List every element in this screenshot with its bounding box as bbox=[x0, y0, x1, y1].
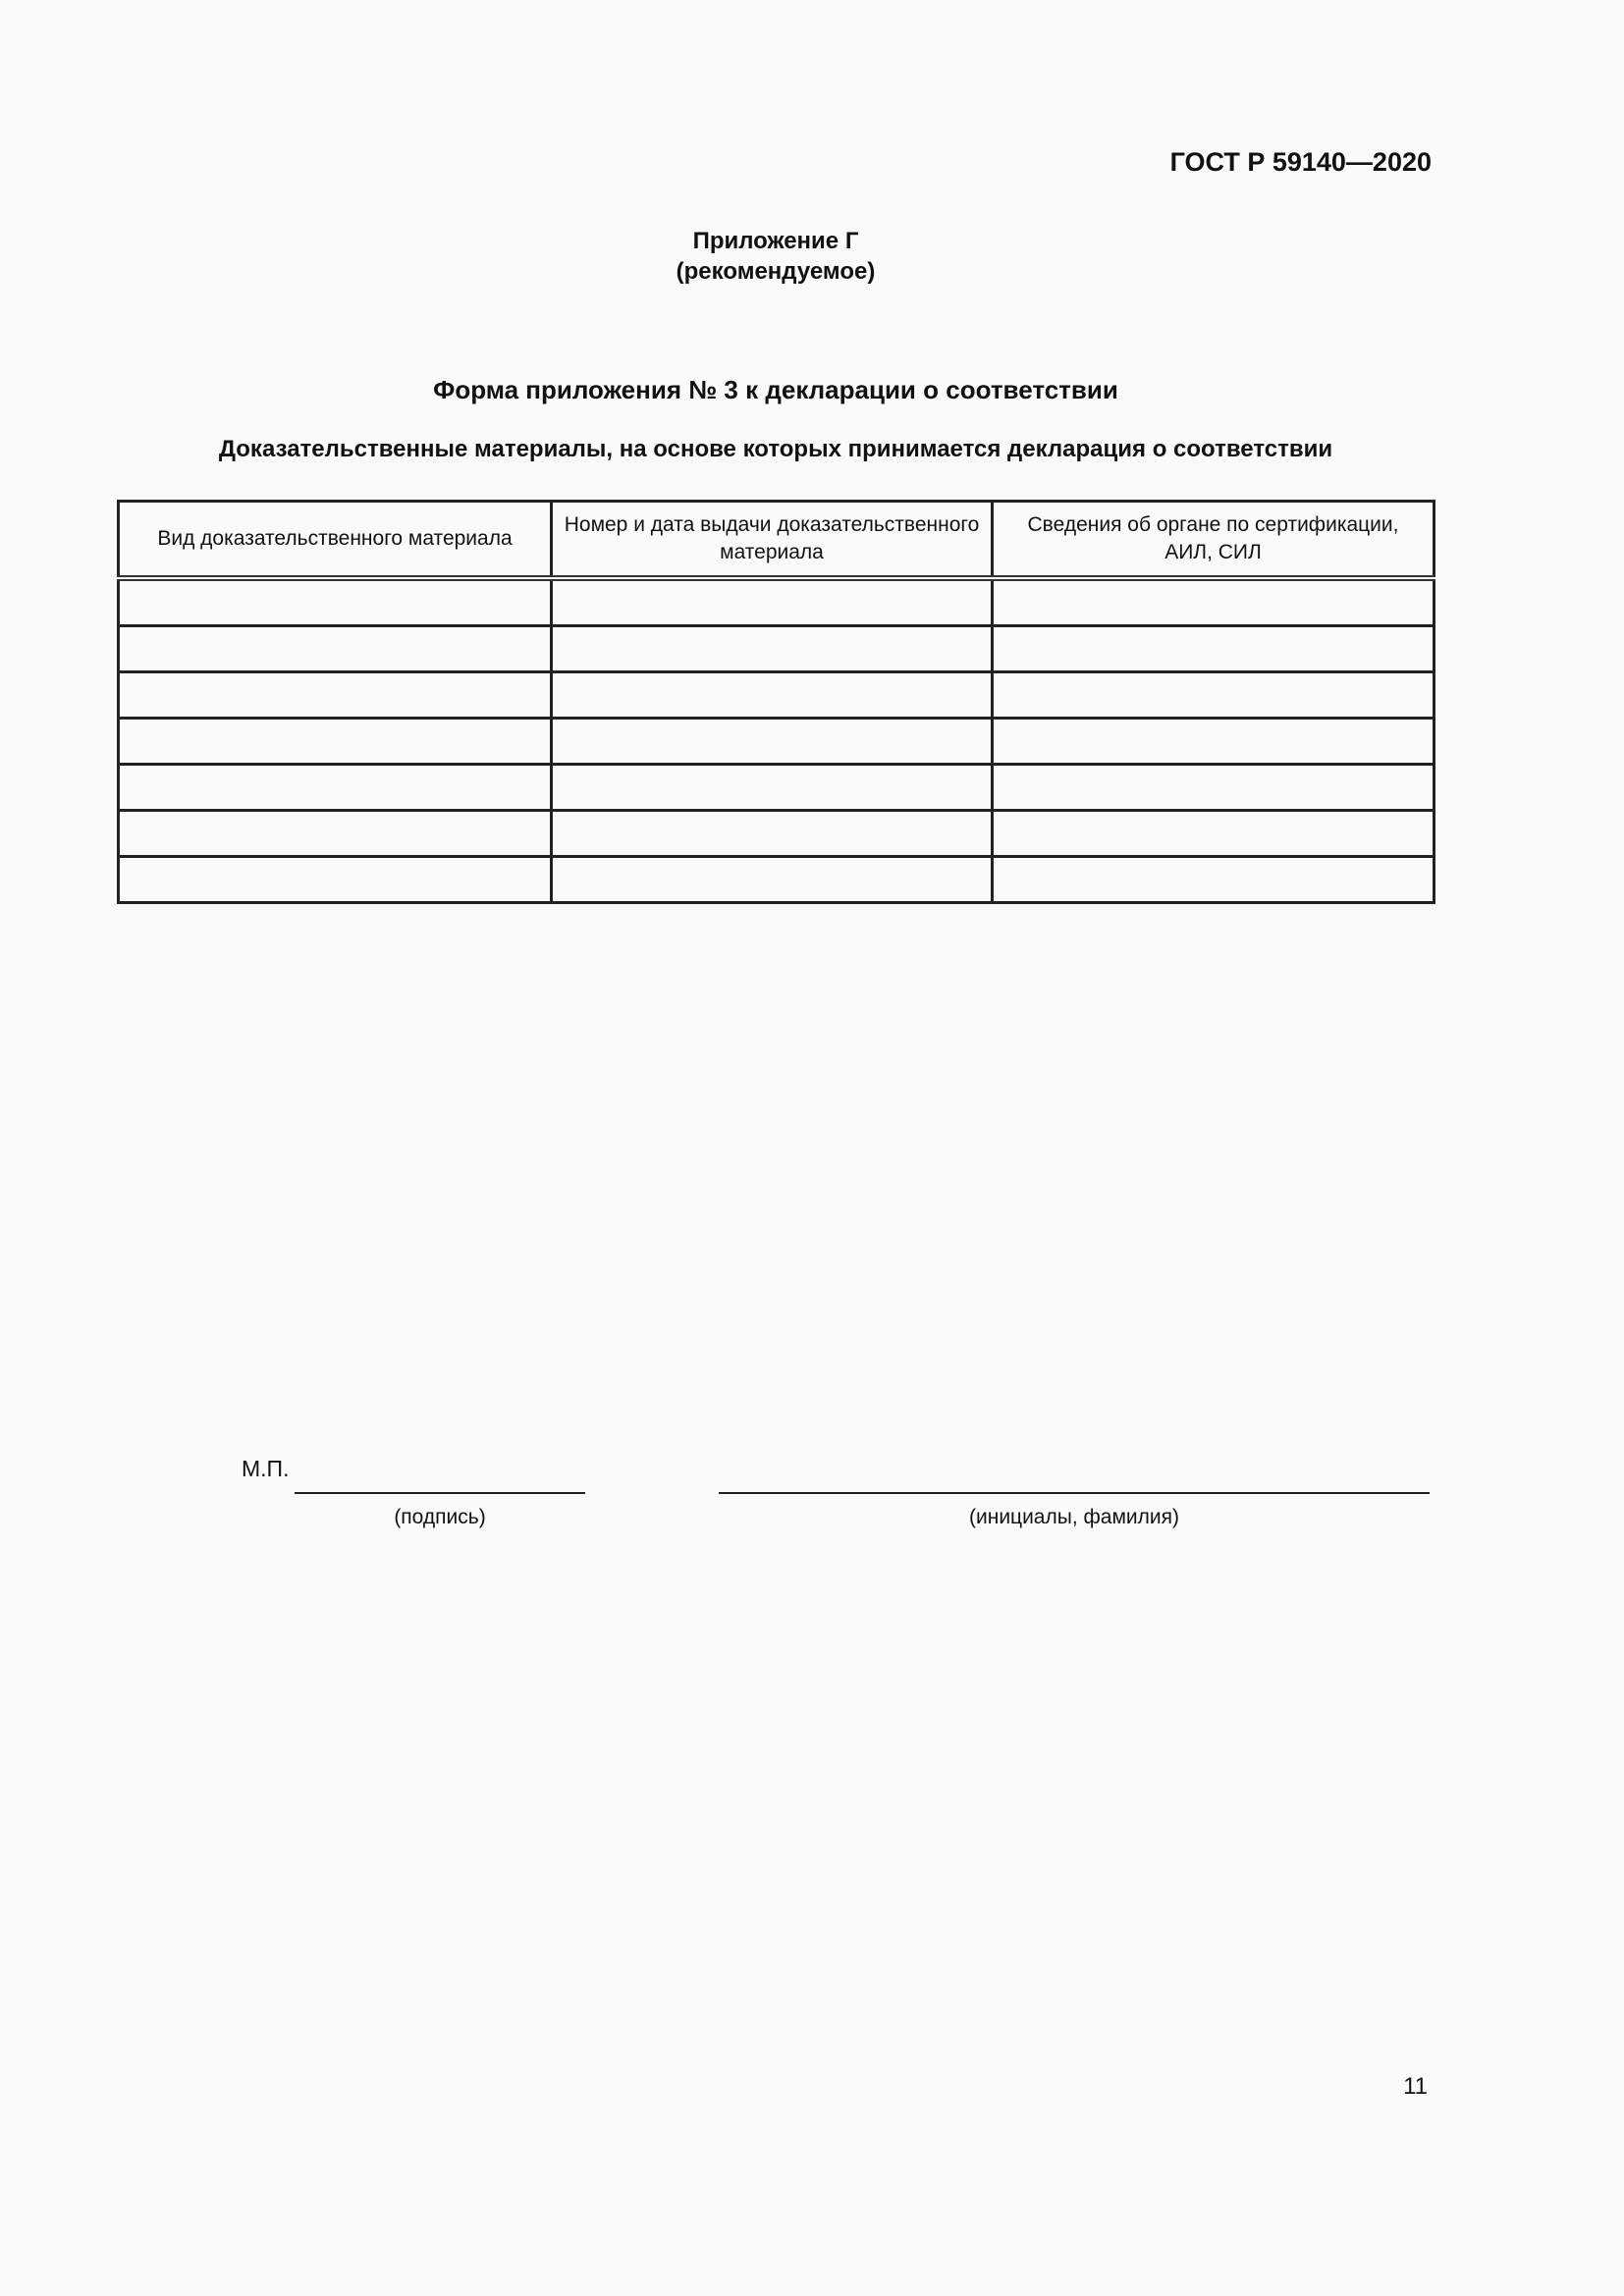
table-cell[interactable] bbox=[552, 578, 993, 626]
table-cell[interactable] bbox=[993, 857, 1435, 903]
table-cell[interactable] bbox=[993, 765, 1435, 811]
table-cell[interactable] bbox=[119, 765, 552, 811]
table-row bbox=[119, 765, 1435, 811]
page-number: 11 bbox=[1403, 2073, 1428, 2100]
table-header-row bbox=[119, 502, 1435, 579]
table-cell[interactable] bbox=[119, 578, 552, 626]
table-row bbox=[119, 857, 1435, 903]
table-cell[interactable] bbox=[119, 719, 552, 765]
name-line bbox=[719, 1492, 1430, 1494]
column-header-number-date: Номер и дата выдачи доказательственного материала bbox=[552, 502, 993, 579]
name-caption: (инициалы, фамилия) bbox=[969, 1506, 1179, 1528]
column-header-material-type: Вид доказательственного материала bbox=[119, 502, 552, 579]
table-cell[interactable] bbox=[119, 672, 552, 719]
table-cell[interactable] bbox=[993, 811, 1435, 857]
table-cell[interactable] bbox=[119, 857, 552, 903]
table-cell[interactable] bbox=[552, 857, 993, 903]
table-cell[interactable] bbox=[552, 672, 993, 719]
table-row bbox=[119, 672, 1435, 719]
stamp-label: М.П. bbox=[242, 1456, 290, 1481]
table-row bbox=[119, 578, 1435, 626]
appendix-heading bbox=[0, 226, 1551, 287]
table-row bbox=[119, 626, 1435, 672]
table-row bbox=[119, 811, 1435, 857]
table-cell[interactable] bbox=[552, 626, 993, 672]
appendix-status: (рекомендуемое) bbox=[676, 258, 876, 285]
table-cell[interactable] bbox=[993, 578, 1435, 626]
table-cell[interactable] bbox=[119, 626, 552, 672]
table-cell[interactable] bbox=[993, 672, 1435, 719]
appendix-title: Приложение Г bbox=[692, 228, 859, 254]
table-row bbox=[119, 719, 1435, 765]
table-body bbox=[119, 578, 1435, 903]
table-cell[interactable] bbox=[993, 626, 1435, 672]
standard-code: ГОСТ Р 59140—2020 bbox=[1169, 147, 1432, 177]
signature-caption: (подпись) bbox=[394, 1506, 486, 1528]
table-cell[interactable] bbox=[552, 765, 993, 811]
table-cell[interactable] bbox=[119, 811, 552, 857]
evidence-materials-table bbox=[117, 500, 1435, 904]
table-cell[interactable] bbox=[552, 811, 993, 857]
signature-line bbox=[295, 1492, 585, 1494]
table-cell[interactable] bbox=[552, 719, 993, 765]
table-subtitle: Доказательственные материалы, на основе которых принимается декларация о соответствии bbox=[218, 436, 1333, 462]
form-title: Форма приложения № 3 к декларации о соответствии bbox=[433, 375, 1118, 404]
column-header-certification-body: Сведения об органе по сертификации, АИЛ, СИЛ bbox=[993, 502, 1435, 579]
table-cell[interactable] bbox=[993, 719, 1435, 765]
